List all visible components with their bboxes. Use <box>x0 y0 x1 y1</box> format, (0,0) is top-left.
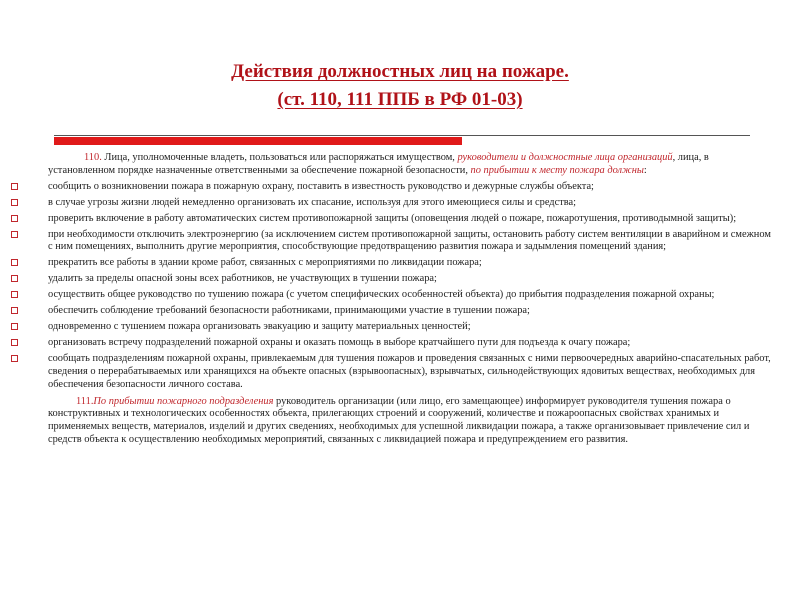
paragraph-111 <box>48 396 772 448</box>
title-line-2: (ст. 110, 111 ППБ в РФ 01-03) <box>277 89 523 110</box>
list-item: обеспечить соблюдение требований безопасности работниками, принимающими участие в тушении пожара; <box>8 305 772 318</box>
list-item: организовать встречу подразделений пожарной охраны и оказать помощь в выборе кратчайшего пути для подъезда к очагу пожара; <box>8 337 772 350</box>
list-item: удалить за пределы опасной зоны всех работников, не участвующих в тушении пожара; <box>8 273 772 286</box>
title-line-1: Действия должностных лиц на пожаре. <box>231 61 569 82</box>
slide-title <box>0 58 800 114</box>
square-bullet-icon <box>11 275 18 282</box>
highlighted-text: по прибытии к месту пожара должны <box>470 164 644 176</box>
list-item: сообщать подразделениям пожарной охраны, привлекаемым для тушения пожаров и проведения связанных с ними первоочередных аварийно-спасательных работ, сведения о перерабатываемых или хранящихся на объекте опасных (взрывоопасных), взрывчатых, сильнодействующих ядовитых веществах, необходимых для обеспечения безопасности личного состава. <box>8 353 772 392</box>
square-bullet-icon <box>11 231 18 238</box>
list-item: сообщить о возникновении пожара в пожарную охрану, поставить в известность руководство и дежурные службы объекта; <box>8 181 772 194</box>
square-bullet-icon <box>11 259 18 266</box>
paragraph-text: Лица, уполномоченные владеть, пользоваться или распоряжаться имуществом, <box>101 152 458 163</box>
list-item: проверить включение в работу автоматических систем противопожарной защиты (оповещения людей о пожаре, пожаротушения, противодымной защиты); <box>8 213 772 226</box>
square-bullet-icon <box>11 339 18 346</box>
square-bullet-icon <box>11 307 18 314</box>
square-bullet-icon <box>11 183 18 190</box>
list-item: прекратить все работы в здании кроме работ, связанных с мероприятиями по ликвидации пожара; <box>8 257 772 270</box>
square-bullet-icon <box>11 199 18 206</box>
list-item: в случае угрозы жизни людей немедленно организовать их спасание, используя для этого имеющиеся силы и средства; <box>8 197 772 210</box>
duties-list <box>8 181 772 392</box>
list-item: при необходимости отключить электроэнергию (за исключением систем противопожарной защиты, остановить работу систем вентиляции в аварийном и смежном с ним помещениях, выполнить другие мероприятия, способствующие предотвращению развития пожара и задымления помещений здания; <box>8 229 772 255</box>
square-bullet-icon <box>11 215 18 222</box>
paragraph-number: 110. <box>84 152 102 163</box>
paragraph-text: : <box>643 164 647 176</box>
paragraph-text: , лица, в установленном порядке назначенные ответственными за обеспечение пожарной безопасности, <box>48 152 709 176</box>
square-bullet-icon <box>11 291 18 298</box>
list-item: осуществить общее руководство по тушению пожара (с учетом специфических особенностей объекта) до прибытия подразделения пожарной охраны; <box>8 289 772 302</box>
square-bullet-icon <box>11 355 18 362</box>
highlighted-text: По прибытии пожарного подразделения <box>93 395 274 407</box>
document-body <box>8 152 772 450</box>
highlighted-text: руководители и должностные лица организаций <box>457 152 673 163</box>
square-bullet-icon <box>11 323 18 330</box>
paragraph-text: руководитель организации (или лицо, его замещающее) информирует руководителя тушения пожара о конструктивных и технологических особенностях объекта, прилегающих строений и сооружений, количестве и пожароопасных свойствах хранимых и применяемых веществ, материалов, изделий и других сведениях, необходимых для успешной ликвидации пожара, а также организовывает привлечение сил и средств объекта к осуществлению необходимых мероприятий, связанных с ликвидацией пожара и предупреждением его развития. <box>48 395 750 446</box>
divider-line <box>54 135 750 136</box>
red-accent-bar <box>54 137 462 145</box>
paragraph-number: 111. <box>76 395 94 407</box>
paragraph-110 <box>48 152 772 178</box>
list-item: одновременно с тушением пожара организовать эвакуацию и защиту материальных ценностей; <box>8 321 772 334</box>
